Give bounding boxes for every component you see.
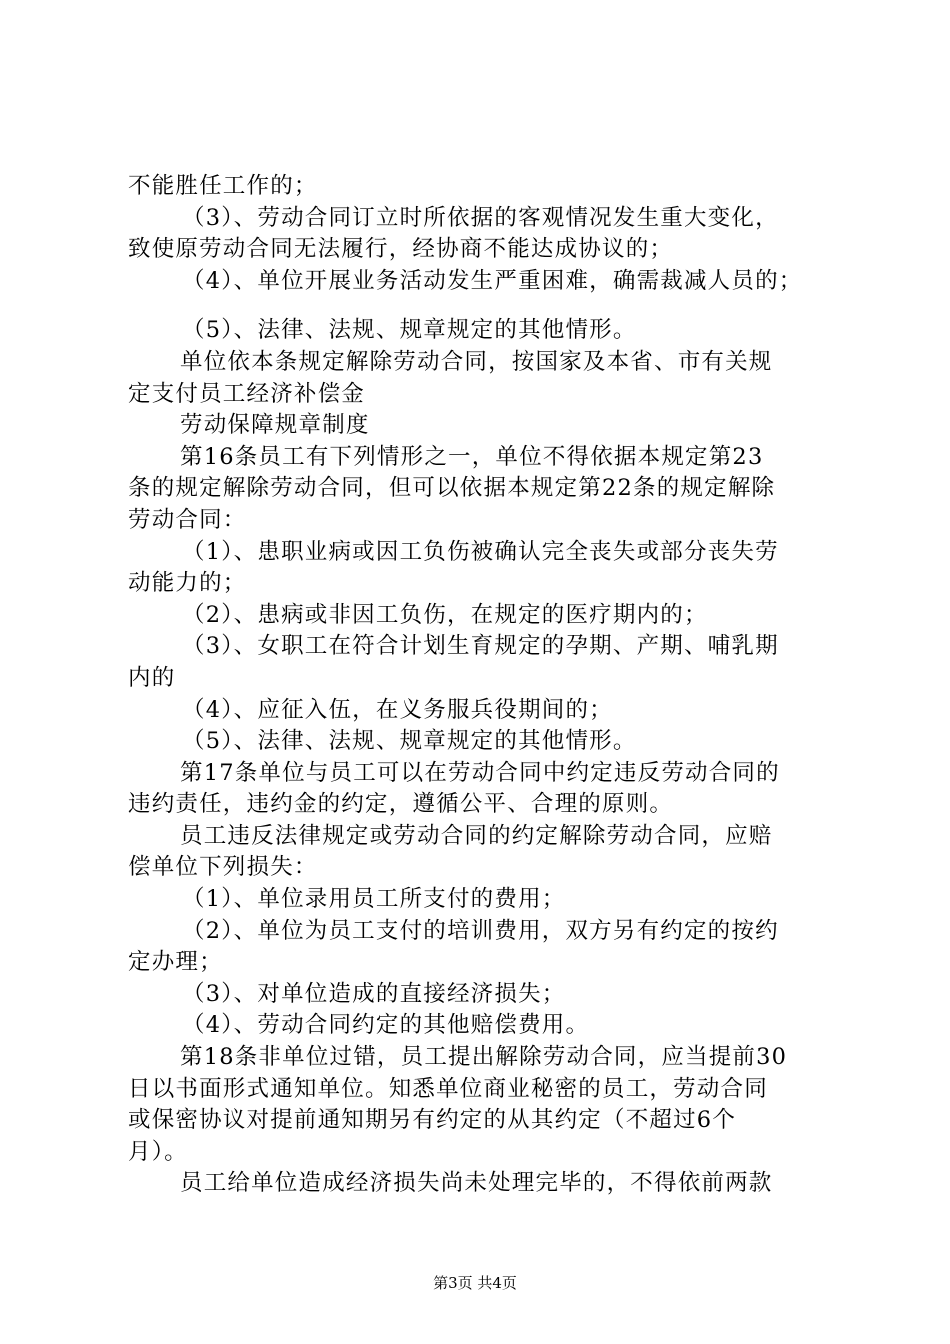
text-line-9: 第16条员工有下列情形之一，单位不得依据本规定第23 xyxy=(180,443,764,470)
text-line-26: （3）、对单位造成的直接经济损失； xyxy=(182,980,566,1007)
text-line-18: （5）、法律、法规、规章规定的其他情形。 xyxy=(182,728,637,755)
text-line-4: （4）、单位开展业务活动发生严重困难，确需裁减人员的； xyxy=(182,267,803,294)
text-line-13: 动能力的； xyxy=(128,570,247,597)
text-line-17: （4）、应征入伍，在义务服兵役期间的； xyxy=(182,696,613,723)
text-line-25: 定办理； xyxy=(128,949,223,976)
text-line-7: 定支付员工经济补偿金 xyxy=(128,380,366,407)
text-line-10: 条的规定解除劳动合同，但可以依据本规定第22条的规定解除 xyxy=(128,475,776,502)
text-line-22: 偿单位下列损失： xyxy=(128,854,318,881)
text-line-19: 第17条单位与员工可以在劳动合同中约定违反劳动合同的 xyxy=(180,759,780,786)
text-line-6: 单位依本条规定解除劳动合同，按国家及本省、市有关规 xyxy=(180,348,773,375)
text-line-30: 或保密协议对提前通知期另有约定的从其约定（不超过6个 xyxy=(128,1107,737,1134)
text-line-29: 日以书面形式通知单位。知悉单位商业秘密的员工，劳动合同 xyxy=(128,1075,768,1102)
text-line-20: 违约责任，违约金的约定，遵循公平、合理的原则。 xyxy=(128,791,674,818)
text-line-12: （1）、患职业病或因工负伤被确认完全丧失或部分丧失劳 xyxy=(182,538,779,565)
text-line-16: 内的 xyxy=(128,664,176,691)
page-number-footer: 第3页 共4页 xyxy=(433,1274,517,1292)
text-line-15: （3）、女职工在符合计划生育规定的孕期、产期、哺乳期 xyxy=(182,633,779,660)
text-line-8: 劳动保障规章制度 xyxy=(180,412,370,439)
paragraph-gap xyxy=(128,297,840,315)
text-line-24: （2）、单位为员工支付的培训费用，双方另有约定的按约 xyxy=(182,917,779,944)
text-line-28: 第18条非单位过错，员工提出解除劳动合同，应当提前30 xyxy=(180,1044,788,1071)
text-line-3: 致使原劳动合同无法履行，经协商不能达成协议的； xyxy=(128,236,674,263)
text-line-23: （1）、单位录用员工所支付的费用； xyxy=(182,886,566,913)
text-line-31: 月）。 xyxy=(128,1138,188,1165)
text-line-1: 不能胜任工作的； xyxy=(128,173,318,199)
text-line-21: 员工违反法律规定或劳动合同的约定解除劳动合同，应赔 xyxy=(180,822,773,849)
text-line-5: （5）、法律、法规、规章规定的其他情形。 xyxy=(182,317,637,344)
text-line-14: （2）、患病或非因工负伤，在规定的医疗期内的； xyxy=(182,601,708,628)
document-body xyxy=(128,171,840,1200)
text-line-32: 员工给单位造成经济损失尚未处理完毕的，不得依前两款 xyxy=(180,1170,773,1197)
text-line-27: （4）、劳动合同约定的其他赔偿费用。 xyxy=(182,1012,590,1039)
text-line-11: 劳动合同： xyxy=(128,506,247,533)
text-line-2: （3）、劳动合同订立时所依据的客观情况发生重大变化， xyxy=(182,204,779,231)
